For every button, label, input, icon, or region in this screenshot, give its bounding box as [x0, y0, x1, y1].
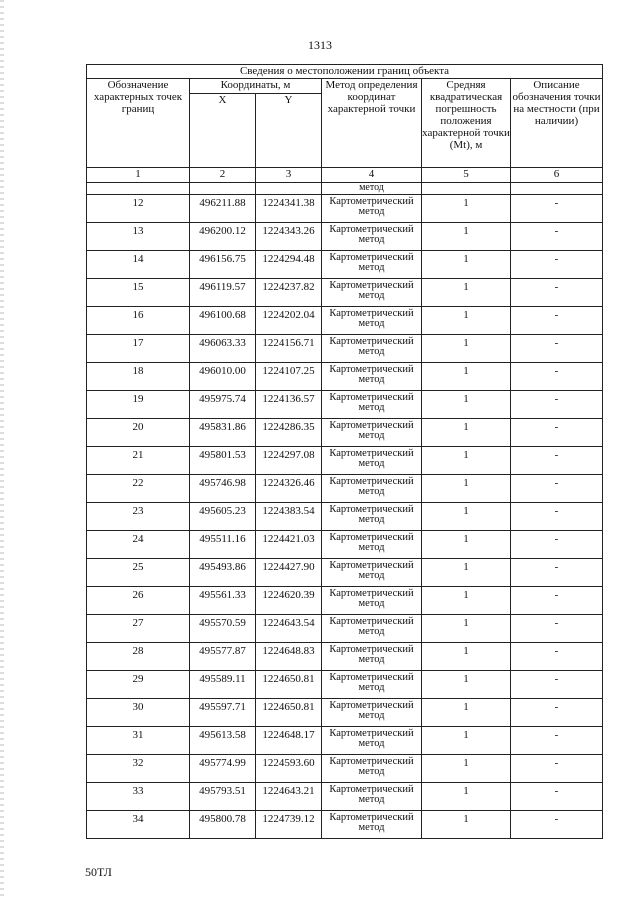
x-coordinate-cell: 496156.75	[190, 251, 256, 279]
method-line-2: метод	[358, 234, 385, 245]
method-line-2: метод	[358, 766, 385, 777]
header-error: Средняя квадратическая погрешность положения характерной точки (Mt), м	[422, 79, 511, 168]
y-coordinate-cell: 1224739.12	[256, 811, 322, 839]
point-cell: 30	[87, 699, 190, 727]
method-line-1: Картометрический	[329, 616, 414, 627]
column-number: 4	[322, 168, 422, 183]
method-cell	[322, 419, 422, 447]
point-cell: 28	[87, 643, 190, 671]
description-cell: -	[511, 363, 603, 391]
method-line-1: Картометрический	[329, 728, 414, 739]
point-cell: 21	[87, 447, 190, 475]
table-row	[87, 587, 603, 615]
table-row	[87, 811, 603, 839]
table-row	[87, 307, 603, 335]
error-cell: 1	[422, 615, 511, 643]
method-line-2: метод	[358, 346, 385, 357]
column-number: 3	[256, 168, 322, 183]
x-coordinate-cell: 495793.51	[190, 783, 256, 811]
continuation-text: метод	[322, 183, 422, 195]
method-cell	[322, 671, 422, 699]
x-coordinate-cell: 496100.68	[190, 307, 256, 335]
y-coordinate-cell: 1224643.21	[256, 783, 322, 811]
y-coordinate-cell: 1224294.48	[256, 251, 322, 279]
x-coordinate-cell: 495570.59	[190, 615, 256, 643]
y-coordinate-cell: 1224648.17	[256, 727, 322, 755]
x-coordinate-cell: 495975.74	[190, 391, 256, 419]
table-row	[87, 559, 603, 587]
point-cell: 16	[87, 307, 190, 335]
point-cell: 29	[87, 671, 190, 699]
column-number: 5	[422, 168, 511, 183]
method-line-1: Картометрический	[329, 504, 414, 515]
method-line-2: метод	[358, 430, 385, 441]
table-row	[87, 643, 603, 671]
method-line-1: Картометрический	[329, 308, 414, 319]
table-row	[87, 279, 603, 307]
description-cell: -	[511, 783, 603, 811]
method-line-1: Картометрический	[329, 224, 414, 235]
error-cell: 1	[422, 559, 511, 587]
method-line-1: Картометрический	[329, 588, 414, 599]
error-cell: 1	[422, 671, 511, 699]
method-line-2: метод	[358, 542, 385, 553]
y-coordinate-cell: 1224643.54	[256, 615, 322, 643]
point-cell: 12	[87, 195, 190, 223]
table-row	[87, 615, 603, 643]
description-cell: -	[511, 615, 603, 643]
column-number: 1	[87, 168, 190, 183]
method-cell	[322, 279, 422, 307]
error-cell: 1	[422, 811, 511, 839]
method-cell	[322, 727, 422, 755]
header-coordinates: Координаты, м	[190, 79, 322, 94]
scan-edge-artifact	[0, 0, 4, 899]
method-cell	[322, 363, 422, 391]
method-line-2: метод	[358, 822, 385, 833]
x-coordinate-cell: 495774.99	[190, 755, 256, 783]
method-line-1: Картометрический	[329, 280, 414, 291]
description-cell: -	[511, 335, 603, 363]
y-coordinate-cell: 1224107.25	[256, 363, 322, 391]
x-coordinate-cell: 496200.12	[190, 223, 256, 251]
y-coordinate-cell: 1224297.08	[256, 447, 322, 475]
method-cell	[322, 783, 422, 811]
x-coordinate-cell: 495493.86	[190, 559, 256, 587]
header-description: Описание обозначения точки на местности (при наличии)	[511, 79, 603, 168]
error-cell: 1	[422, 447, 511, 475]
method-cell	[322, 447, 422, 475]
method-cell	[322, 223, 422, 251]
point-cell: 31	[87, 727, 190, 755]
point-cell: 20	[87, 419, 190, 447]
method-line-2: метод	[358, 514, 385, 525]
description-cell: -	[511, 559, 603, 587]
method-line-1: Картометрический	[329, 364, 414, 375]
method-line-1: Картометрический	[329, 420, 414, 431]
error-cell: 1	[422, 195, 511, 223]
header-designation: Обозначение характерных точек границ	[87, 79, 190, 168]
y-coordinate-cell: 1224383.54	[256, 503, 322, 531]
method-line-1: Картометрический	[329, 392, 414, 403]
method-cell	[322, 615, 422, 643]
table-row	[87, 475, 603, 503]
method-line-1: Картометрический	[329, 756, 414, 767]
y-coordinate-cell: 1224650.81	[256, 671, 322, 699]
description-cell: -	[511, 531, 603, 559]
point-cell: 27	[87, 615, 190, 643]
y-coordinate-cell: 1224620.39	[256, 587, 322, 615]
table-row	[87, 503, 603, 531]
point-cell: 24	[87, 531, 190, 559]
table-row	[87, 531, 603, 559]
description-cell: -	[511, 503, 603, 531]
method-line-1: Картометрический	[329, 784, 414, 795]
method-line-2: метод	[358, 262, 385, 273]
method-cell	[322, 475, 422, 503]
method-cell	[322, 307, 422, 335]
method-cell	[322, 335, 422, 363]
description-cell: -	[511, 419, 603, 447]
x-coordinate-cell: 495511.16	[190, 531, 256, 559]
table-row	[87, 251, 603, 279]
y-coordinate-cell: 1224156.71	[256, 335, 322, 363]
footer-code: 50ТЛ	[85, 865, 112, 879]
method-line-1: Картометрический	[329, 672, 414, 683]
description-cell: -	[511, 727, 603, 755]
table-row	[87, 755, 603, 783]
header-method: Метод определения координат характерной точки	[322, 79, 422, 168]
column-number: 6	[511, 168, 603, 183]
description-cell: -	[511, 251, 603, 279]
x-coordinate-cell: 496119.57	[190, 279, 256, 307]
point-cell: 23	[87, 503, 190, 531]
table-title: Сведения о местоположении границ объекта	[87, 65, 603, 79]
description-cell: -	[511, 587, 603, 615]
error-cell: 1	[422, 475, 511, 503]
page-number: 1313	[308, 38, 332, 52]
x-coordinate-cell: 495589.11	[190, 671, 256, 699]
method-line-1: Картометрический	[329, 532, 414, 543]
x-coordinate-cell: 495561.33	[190, 587, 256, 615]
method-line-2: метод	[358, 794, 385, 805]
description-cell: -	[511, 279, 603, 307]
x-coordinate-cell: 495800.78	[190, 811, 256, 839]
table-row	[87, 783, 603, 811]
method-line-2: метод	[358, 486, 385, 497]
description-cell: -	[511, 643, 603, 671]
y-coordinate-cell: 1224648.83	[256, 643, 322, 671]
header-x: X	[190, 94, 256, 168]
x-coordinate-cell: 495801.53	[190, 447, 256, 475]
description-cell: -	[511, 811, 603, 839]
method-cell	[322, 531, 422, 559]
table-row	[87, 447, 603, 475]
y-coordinate-cell: 1224650.81	[256, 699, 322, 727]
y-coordinate-cell: 1224341.38	[256, 195, 322, 223]
error-cell: 1	[422, 279, 511, 307]
description-cell: -	[511, 391, 603, 419]
method-line-2: метод	[358, 290, 385, 301]
point-cell: 17	[87, 335, 190, 363]
point-cell: 22	[87, 475, 190, 503]
method-line-1: Картометрический	[329, 700, 414, 711]
description-cell: -	[511, 755, 603, 783]
method-line-1: Картометрический	[329, 560, 414, 571]
description-cell: -	[511, 195, 603, 223]
boundary-coordinates-table	[86, 64, 603, 839]
table-row	[87, 391, 603, 419]
description-cell: -	[511, 671, 603, 699]
y-coordinate-cell: 1224237.82	[256, 279, 322, 307]
method-cell	[322, 755, 422, 783]
point-cell: 15	[87, 279, 190, 307]
error-cell: 1	[422, 391, 511, 419]
method-line-2: метод	[358, 570, 385, 581]
error-cell: 1	[422, 587, 511, 615]
x-coordinate-cell: 495613.58	[190, 727, 256, 755]
description-cell: -	[511, 475, 603, 503]
point-cell: 26	[87, 587, 190, 615]
method-cell	[322, 587, 422, 615]
table-row	[87, 699, 603, 727]
description-cell: -	[511, 223, 603, 251]
error-cell: 1	[422, 335, 511, 363]
method-line-1: Картометрический	[329, 252, 414, 263]
x-coordinate-cell: 495605.23	[190, 503, 256, 531]
method-line-2: метод	[358, 682, 385, 693]
y-coordinate-cell: 1224421.03	[256, 531, 322, 559]
method-line-1: Картометрический	[329, 644, 414, 655]
point-cell: 13	[87, 223, 190, 251]
error-cell: 1	[422, 363, 511, 391]
error-cell: 1	[422, 699, 511, 727]
x-coordinate-cell: 495831.86	[190, 419, 256, 447]
method-line-1: Картометрический	[329, 448, 414, 459]
method-line-2: метод	[358, 206, 385, 217]
table-row	[87, 419, 603, 447]
error-cell: 1	[422, 727, 511, 755]
error-cell: 1	[422, 223, 511, 251]
table-row	[87, 223, 603, 251]
header-y: Y	[256, 94, 322, 168]
method-line-2: метод	[358, 458, 385, 469]
method-line-2: метод	[358, 710, 385, 721]
continuation-row	[87, 183, 603, 195]
point-cell: 32	[87, 755, 190, 783]
table-row	[87, 727, 603, 755]
column-number: 2	[190, 168, 256, 183]
method-line-2: метод	[358, 598, 385, 609]
y-coordinate-cell: 1224202.04	[256, 307, 322, 335]
point-cell: 25	[87, 559, 190, 587]
method-line-2: метод	[358, 374, 385, 385]
method-cell	[322, 251, 422, 279]
method-cell	[322, 643, 422, 671]
error-cell: 1	[422, 503, 511, 531]
column-number-row	[87, 168, 603, 183]
method-line-1: Картометрический	[329, 476, 414, 487]
point-cell: 34	[87, 811, 190, 839]
y-coordinate-cell: 1224326.46	[256, 475, 322, 503]
point-cell: 14	[87, 251, 190, 279]
table-row	[87, 363, 603, 391]
method-cell	[322, 503, 422, 531]
method-cell	[322, 391, 422, 419]
x-coordinate-cell: 496211.88	[190, 195, 256, 223]
error-cell: 1	[422, 783, 511, 811]
x-coordinate-cell: 495577.87	[190, 643, 256, 671]
x-coordinate-cell: 496010.00	[190, 363, 256, 391]
point-cell: 33	[87, 783, 190, 811]
method-line-2: метод	[358, 626, 385, 637]
error-cell: 1	[422, 419, 511, 447]
x-coordinate-cell: 496063.33	[190, 335, 256, 363]
description-cell: -	[511, 447, 603, 475]
method-line-1: Картометрический	[329, 196, 414, 207]
x-coordinate-cell: 495597.71	[190, 699, 256, 727]
error-cell: 1	[422, 755, 511, 783]
y-coordinate-cell: 1224136.57	[256, 391, 322, 419]
table-row	[87, 335, 603, 363]
x-coordinate-cell: 495746.98	[190, 475, 256, 503]
y-coordinate-cell: 1224427.90	[256, 559, 322, 587]
method-line-2: метод	[358, 318, 385, 329]
table-row	[87, 671, 603, 699]
y-coordinate-cell: 1224593.60	[256, 755, 322, 783]
method-line-2: метод	[358, 738, 385, 749]
method-line-1: Картометрический	[329, 812, 414, 823]
method-line-2: метод	[358, 654, 385, 665]
method-cell	[322, 699, 422, 727]
method-cell	[322, 811, 422, 839]
description-cell: -	[511, 699, 603, 727]
error-cell: 1	[422, 531, 511, 559]
error-cell: 1	[422, 251, 511, 279]
y-coordinate-cell: 1224343.26	[256, 223, 322, 251]
y-coordinate-cell: 1224286.35	[256, 419, 322, 447]
method-cell	[322, 195, 422, 223]
table-row	[87, 195, 603, 223]
error-cell: 1	[422, 307, 511, 335]
method-cell	[322, 559, 422, 587]
method-line-2: метод	[358, 402, 385, 413]
description-cell: -	[511, 307, 603, 335]
point-cell: 18	[87, 363, 190, 391]
error-cell: 1	[422, 643, 511, 671]
method-line-1: Картометрический	[329, 336, 414, 347]
point-cell: 19	[87, 391, 190, 419]
